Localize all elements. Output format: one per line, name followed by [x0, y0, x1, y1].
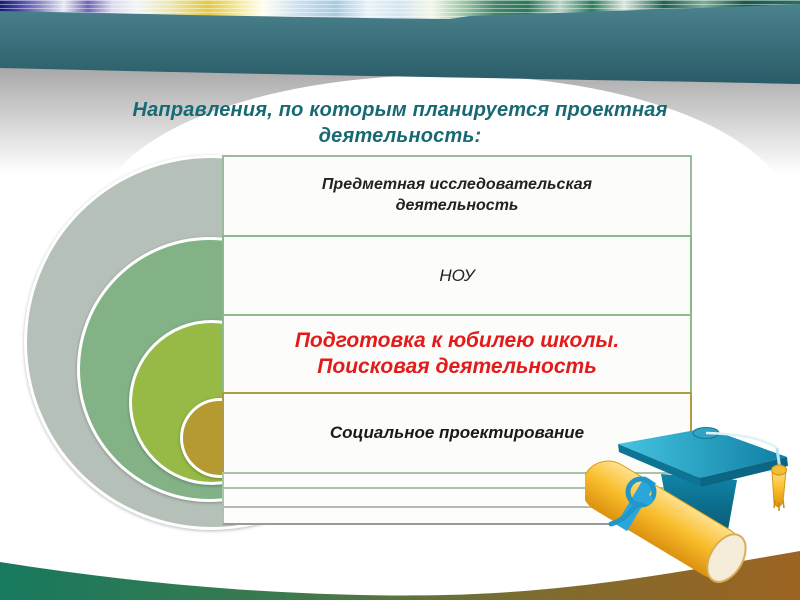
diagram-row-subject-research — [222, 155, 692, 237]
slide-title — [30, 97, 770, 149]
diagram-row-nou — [222, 235, 692, 316]
diagram-row-text: Предметная исследовательская — [321, 176, 593, 194]
diagram-row-text: Поисковая деятельность — [317, 355, 597, 378]
diagram-row-text: деятельность — [395, 197, 519, 214]
graduation-cap-icon — [585, 408, 800, 600]
slide-title-line: деятельность: — [318, 125, 482, 147]
diagram-row-text: Социальное проектирование — [329, 423, 585, 442]
diagram-row-jubilee — [222, 314, 692, 394]
diagram-row-text: Подготовка к юбилею школы. — [294, 328, 620, 352]
diagram-row-text: НОУ — [439, 265, 475, 285]
slide-title-line: Направления, по которым планируется проектная — [132, 99, 668, 121]
tassel-knot — [772, 465, 787, 475]
